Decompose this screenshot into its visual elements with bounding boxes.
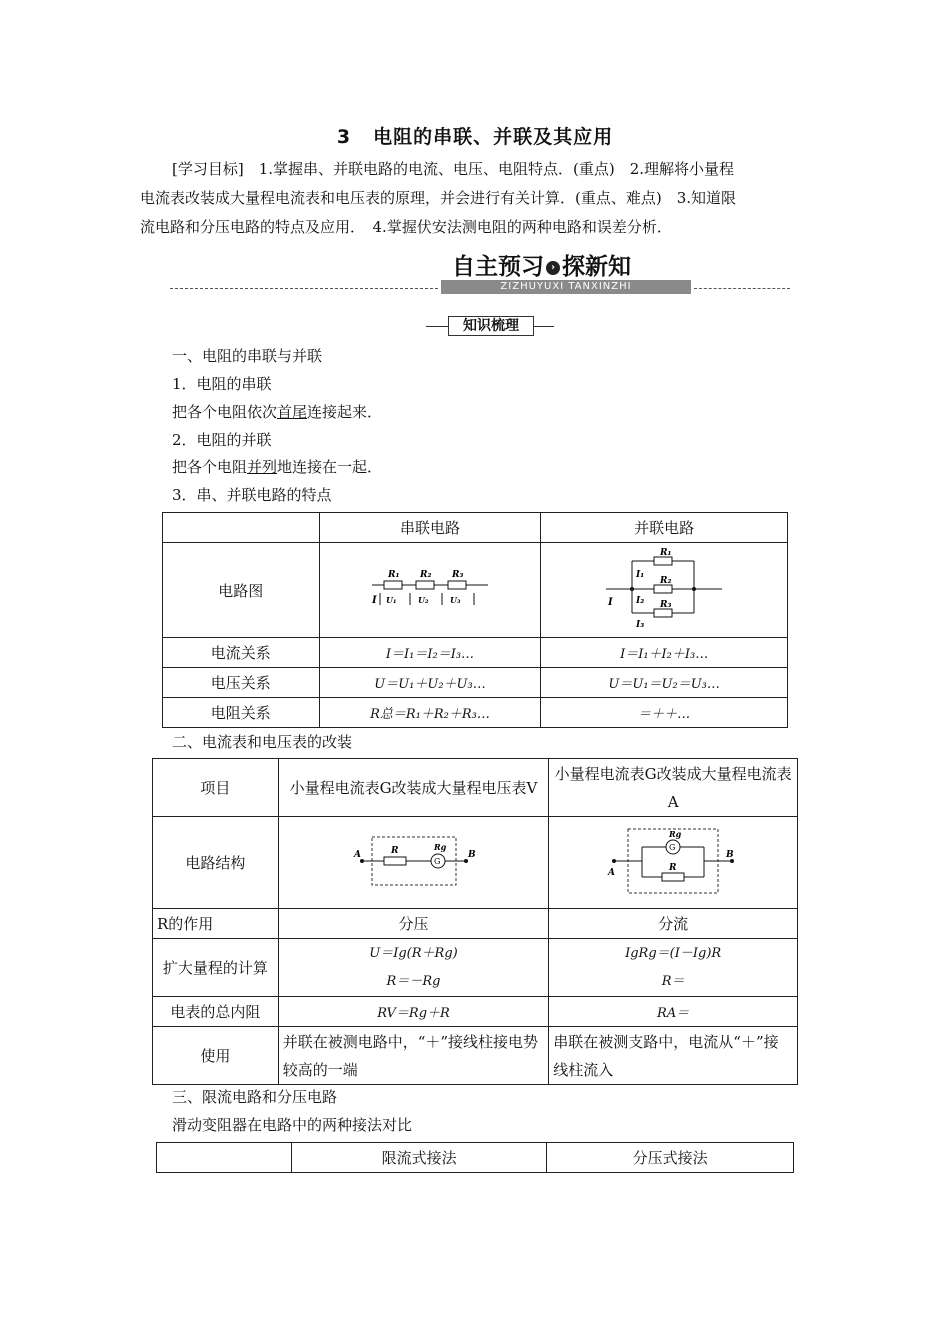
series-circuit-diagram — [319, 543, 541, 638]
t1-row2-label: 电阻关系 — [163, 698, 320, 728]
t2-h-ammeter: 小量程电流表G改装成大量程电流表A — [549, 759, 798, 817]
t3-h3: 分压式接法 — [547, 1143, 794, 1173]
voltmeter-circuit-diagram — [278, 817, 549, 909]
part1-heading: 一、电阻的串联与并联 — [172, 347, 323, 365]
s1-text-b: 连接起来． — [307, 403, 383, 421]
t2-use-v: 并联在被测电路中，“＋”接线柱接电势较高的一端 — [278, 1027, 549, 1085]
banner-subtitle: ZIZHUYUXI TANXINZHI — [441, 280, 691, 294]
series-i-label: I — [371, 595, 377, 606]
goals-line-2: 电流表改装成大量程电流表和电压表的原理，并会进行有关计算．(重点、难点) 3.知道限 — [140, 189, 737, 207]
parallel-i2-label: I₂ — [636, 596, 645, 606]
part1-s1-text — [172, 401, 382, 422]
table-meter-conversion — [152, 758, 798, 1085]
part1-s1: 1．电阻的串联 — [172, 375, 272, 393]
t2-r-role: R的作用 — [153, 909, 279, 939]
t1-row0-parallel: I＝I₁＋I₂＋I₃… — [541, 638, 788, 668]
calc-v-line2: R＝－Rg — [386, 973, 441, 989]
goals-line-3: 流电路和分压电路的特点及应用． 4.掌握伏安法测电阻的两种电路和误差分析． — [140, 218, 672, 236]
a-rg-label: Rg — [669, 828, 682, 839]
banner-main-left: 自主预习 — [452, 254, 544, 280]
t1-row0-label: 电流关系 — [163, 638, 320, 668]
t2-role-v: 分压 — [278, 909, 549, 939]
t3-h2: 限流式接法 — [291, 1143, 547, 1173]
v-b-label: B — [467, 849, 476, 860]
t2-h-item: 项目 — [153, 759, 279, 817]
t1-row1-label: 电压关系 — [163, 668, 320, 698]
page-title — [0, 122, 950, 149]
parallel-circuit-svg — [604, 547, 724, 629]
t1-row1-parallel: U＝U₁＝U₂＝U₃… — [541, 668, 788, 698]
section-badge — [426, 314, 554, 338]
parallel-r2-label: R₂ — [660, 576, 672, 586]
t2-calc-a — [549, 939, 798, 997]
a-r-label: R — [669, 862, 677, 873]
a-a-label: A — [608, 867, 616, 878]
t1-header-series: 串联电路 — [319, 513, 541, 543]
t2-res-v: RV＝Rg＋R — [278, 997, 549, 1027]
a-galvanometer-label: G — [669, 842, 676, 852]
t1-row0-series: I＝I₁＝I₂＝I₃… — [319, 638, 541, 668]
v-a-label: A — [353, 849, 361, 860]
ammeter-circuit-svg — [608, 825, 738, 897]
part3-sub: 滑动变阻器在电路中的两种接法对比 — [172, 1116, 413, 1134]
table-rheostat — [156, 1142, 794, 1173]
parallel-circuit-diagram — [541, 543, 788, 638]
t2-calc-v — [278, 939, 549, 997]
a-b-label: B — [726, 849, 734, 860]
t1-header-parallel: 并联电路 — [541, 513, 788, 543]
part1-s2: 2．电阻的并联 — [172, 431, 272, 449]
v-r-label: R — [390, 845, 398, 856]
banner-main-right: 探新知 — [562, 254, 631, 280]
title-text: 电阻的串联、并联及其应用 — [373, 126, 614, 148]
v-galvanometer-label: G — [433, 856, 440, 866]
series-r3-label: R₃ — [451, 570, 464, 580]
s1-blank: 首尾 — [277, 403, 308, 421]
arrow-circle-icon: › — [546, 261, 560, 275]
calc-a-line1: IgRg＝(I－Ig)R — [625, 945, 722, 961]
ammeter-circuit-diagram — [549, 817, 798, 909]
t1-row2-parallel: ＝＋＋… — [541, 698, 788, 728]
series-circuit-svg — [370, 563, 490, 613]
parallel-r3-label: R₃ — [660, 600, 672, 610]
learning-goals — [140, 155, 816, 242]
series-u2-label: U₂ — [417, 595, 429, 605]
series-r1-label: R₁ — [387, 570, 400, 580]
t2-r-use: 使用 — [153, 1027, 279, 1085]
v-rg-label: Rg — [433, 841, 446, 852]
title-number: 3 — [336, 126, 352, 148]
t2-role-a: 分流 — [549, 909, 798, 939]
goals-line-1: [学习目标] 1.掌握串、并联电路的电流、电压、电阻特点．(重点) 2.理解将小量程 — [172, 160, 735, 178]
part2-heading: 二、电流表和电压表的改装 — [172, 733, 353, 751]
parallel-r1-label: R₁ — [660, 548, 672, 558]
calc-v-line1: U＝Ig(R＋Rg) — [369, 945, 458, 961]
t1-row1-series: U＝U₁＋U₂＋U₃… — [319, 668, 541, 698]
t2-h-voltmeter: 小量程电流表G改装成大量程电压表V — [278, 759, 549, 817]
section-badge-label: 知识梳理 — [448, 316, 534, 336]
series-u3-label: U₃ — [449, 595, 461, 605]
series-r2-label: R₂ — [419, 570, 432, 580]
calc-a-line2: R＝ — [661, 973, 685, 989]
t2-res-a: RA＝ — [549, 997, 798, 1027]
t2-r-res: 电表的总内阻 — [153, 997, 279, 1027]
t1-header-empty — [163, 513, 320, 543]
t3-h1 — [157, 1143, 292, 1173]
section-banner — [170, 248, 790, 294]
parallel-i1-label: I₁ — [636, 570, 645, 580]
s2-text-a: 把各个电阻 — [172, 458, 248, 476]
t1-row2-series: R总＝R₁＋R₂＋R₃… — [319, 698, 541, 728]
series-u1-label: U₁ — [385, 595, 397, 605]
parallel-i-label: I — [608, 597, 613, 608]
banner-title — [452, 248, 678, 278]
t2-use-a: 串联在被测支路中，电流从“＋”接线柱流入 — [549, 1027, 798, 1085]
s1-text-a: 把各个电阻依次 — [172, 403, 278, 421]
t1-row-circuit-label: 电路图 — [163, 543, 320, 638]
s2-text-b: 地连接在一起． — [277, 458, 383, 476]
part3-heading: 三、限流电路和分压电路 — [172, 1088, 338, 1106]
part1-s3: 3．串、并联电路的特点 — [172, 486, 332, 504]
s2-blank: 并列 — [247, 458, 278, 476]
t2-r-struct: 电路结构 — [153, 817, 279, 909]
t2-r-calc: 扩大量程的计算 — [153, 939, 279, 997]
voltmeter-circuit-svg — [354, 831, 474, 891]
parallel-i3-label: I₃ — [636, 620, 645, 630]
table-series-parallel — [162, 512, 788, 728]
part1-s2-text — [172, 456, 382, 477]
